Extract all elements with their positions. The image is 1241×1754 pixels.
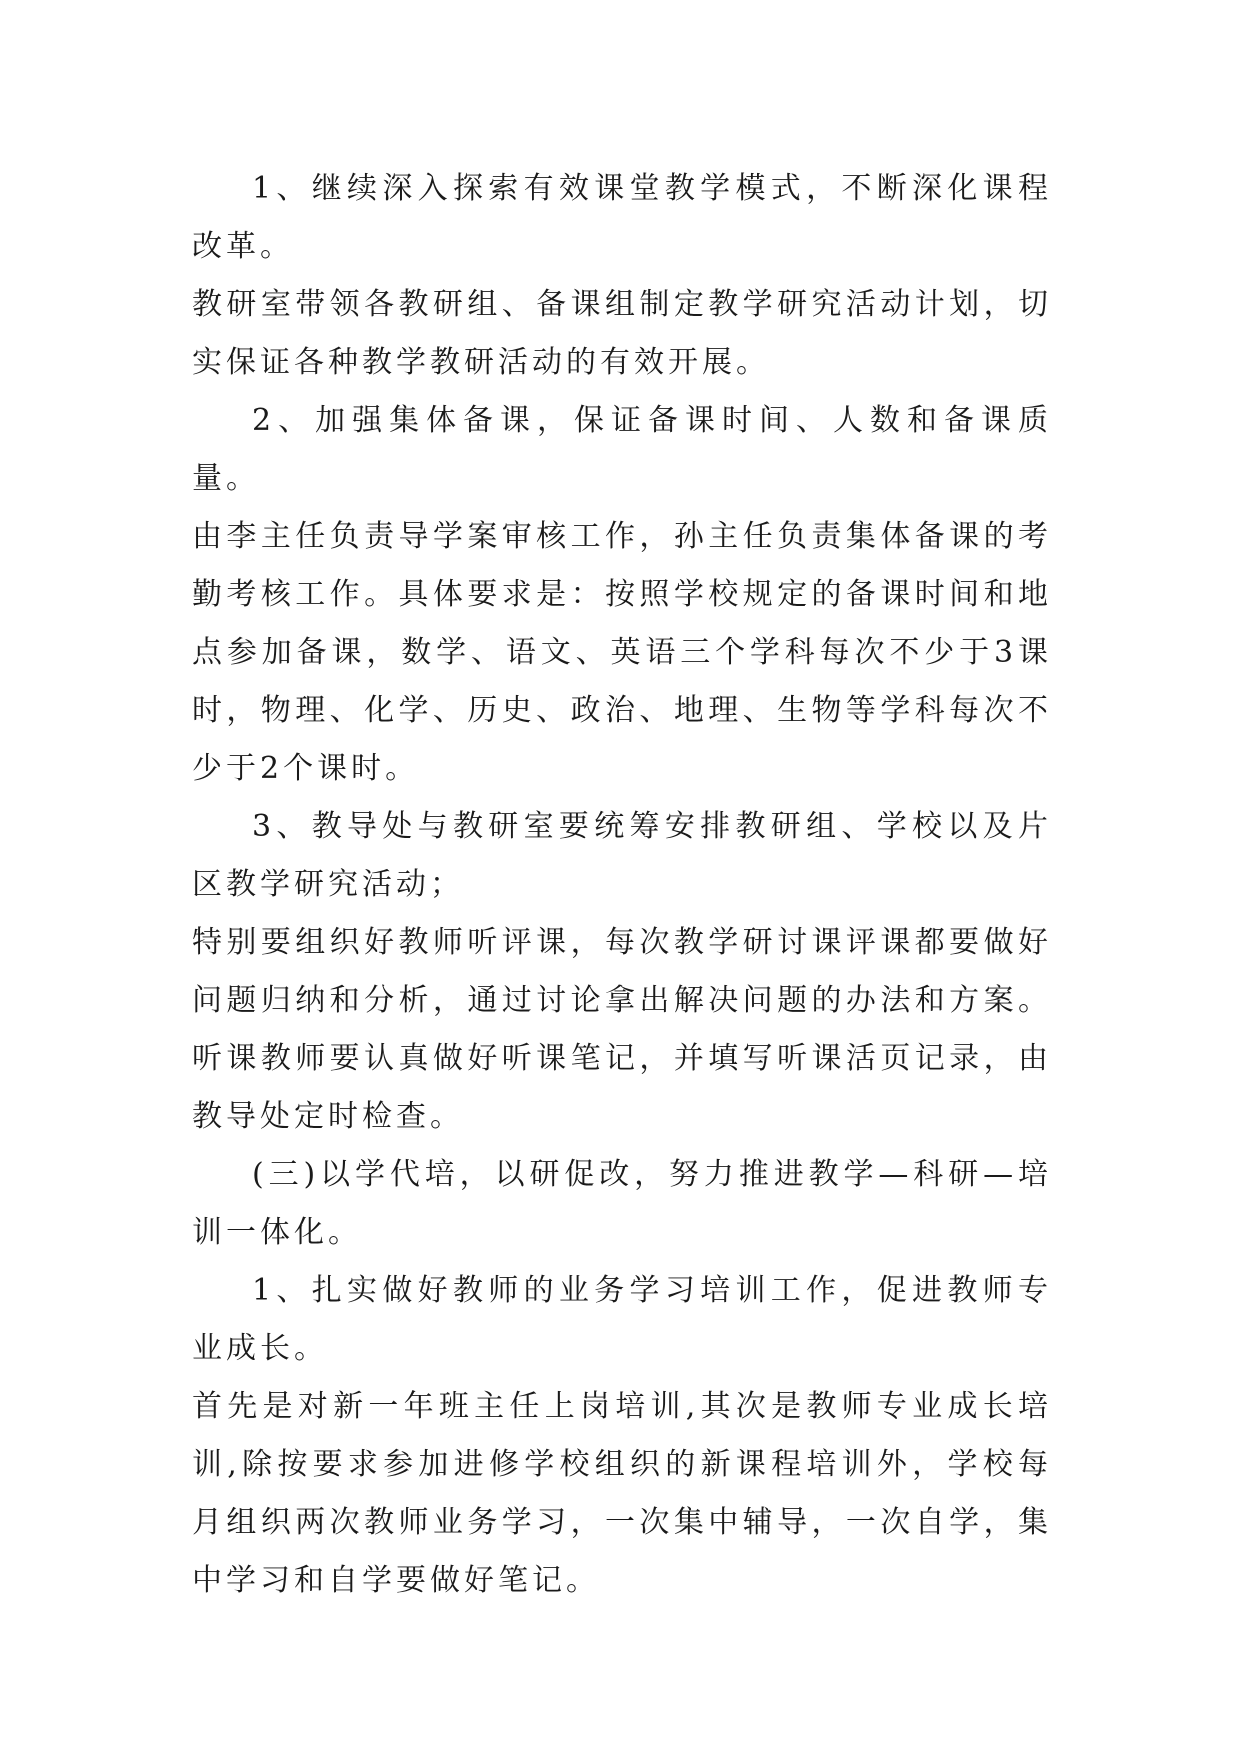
section-heading: (三)以学代培，以研促改，努力推进教学—科研—培训一体化。: [192, 1157, 1052, 1250]
paragraph-item: 由李主任负责导学案审核工作，孙主任负责集体备课的考勤考核工作。具体要求是：按照学校规定的备课时间和地点参加备课，数学、语文、英语三个学科每次不少于3课时，物理、化学、历史、政治、地理、生物等学科每次不少于2个课时。: [192, 519, 1052, 786]
paragraph-item: 1、继续深入探索有效课堂教学模式，不断深化课程改革。: [192, 171, 1052, 264]
paragraph-item: 3、教导处与教研室要统筹安排教研组、学校以及片区教学研究活动；: [192, 809, 1052, 902]
paragraph-item: 1、扎实做好教师的业务学习培训工作，促进教师专业成长。: [192, 1273, 1052, 1366]
paragraph-item: 教研室带领各教研组、备课组制定教学研究活动计划，切实保证各种教学教研活动的有效开展。: [192, 287, 1052, 380]
paragraph-item: 特别要组织好教师听评课，每次教学研讨课评课都要做好问题归纳和分析，通过讨论拿出解决问题的办法和方案。听课教师要认真做好听课笔记，并填写听课活页记录，由教导处定时检查。: [192, 925, 1052, 1134]
paragraph-item: 首先是对新一年班主任上岗培训,其次是教师专业成长培训,除按要求参加进修学校组织的新课程培训外，学校每月组织两次教师业务学习，一次集中辅导，一次自学，集中学习和自学要做好笔记。: [192, 1389, 1052, 1598]
document-body: [192, 160, 1052, 1610]
paragraph-item: 2、加强集体备课，保证备课时间、人数和备课质量。: [192, 403, 1052, 496]
